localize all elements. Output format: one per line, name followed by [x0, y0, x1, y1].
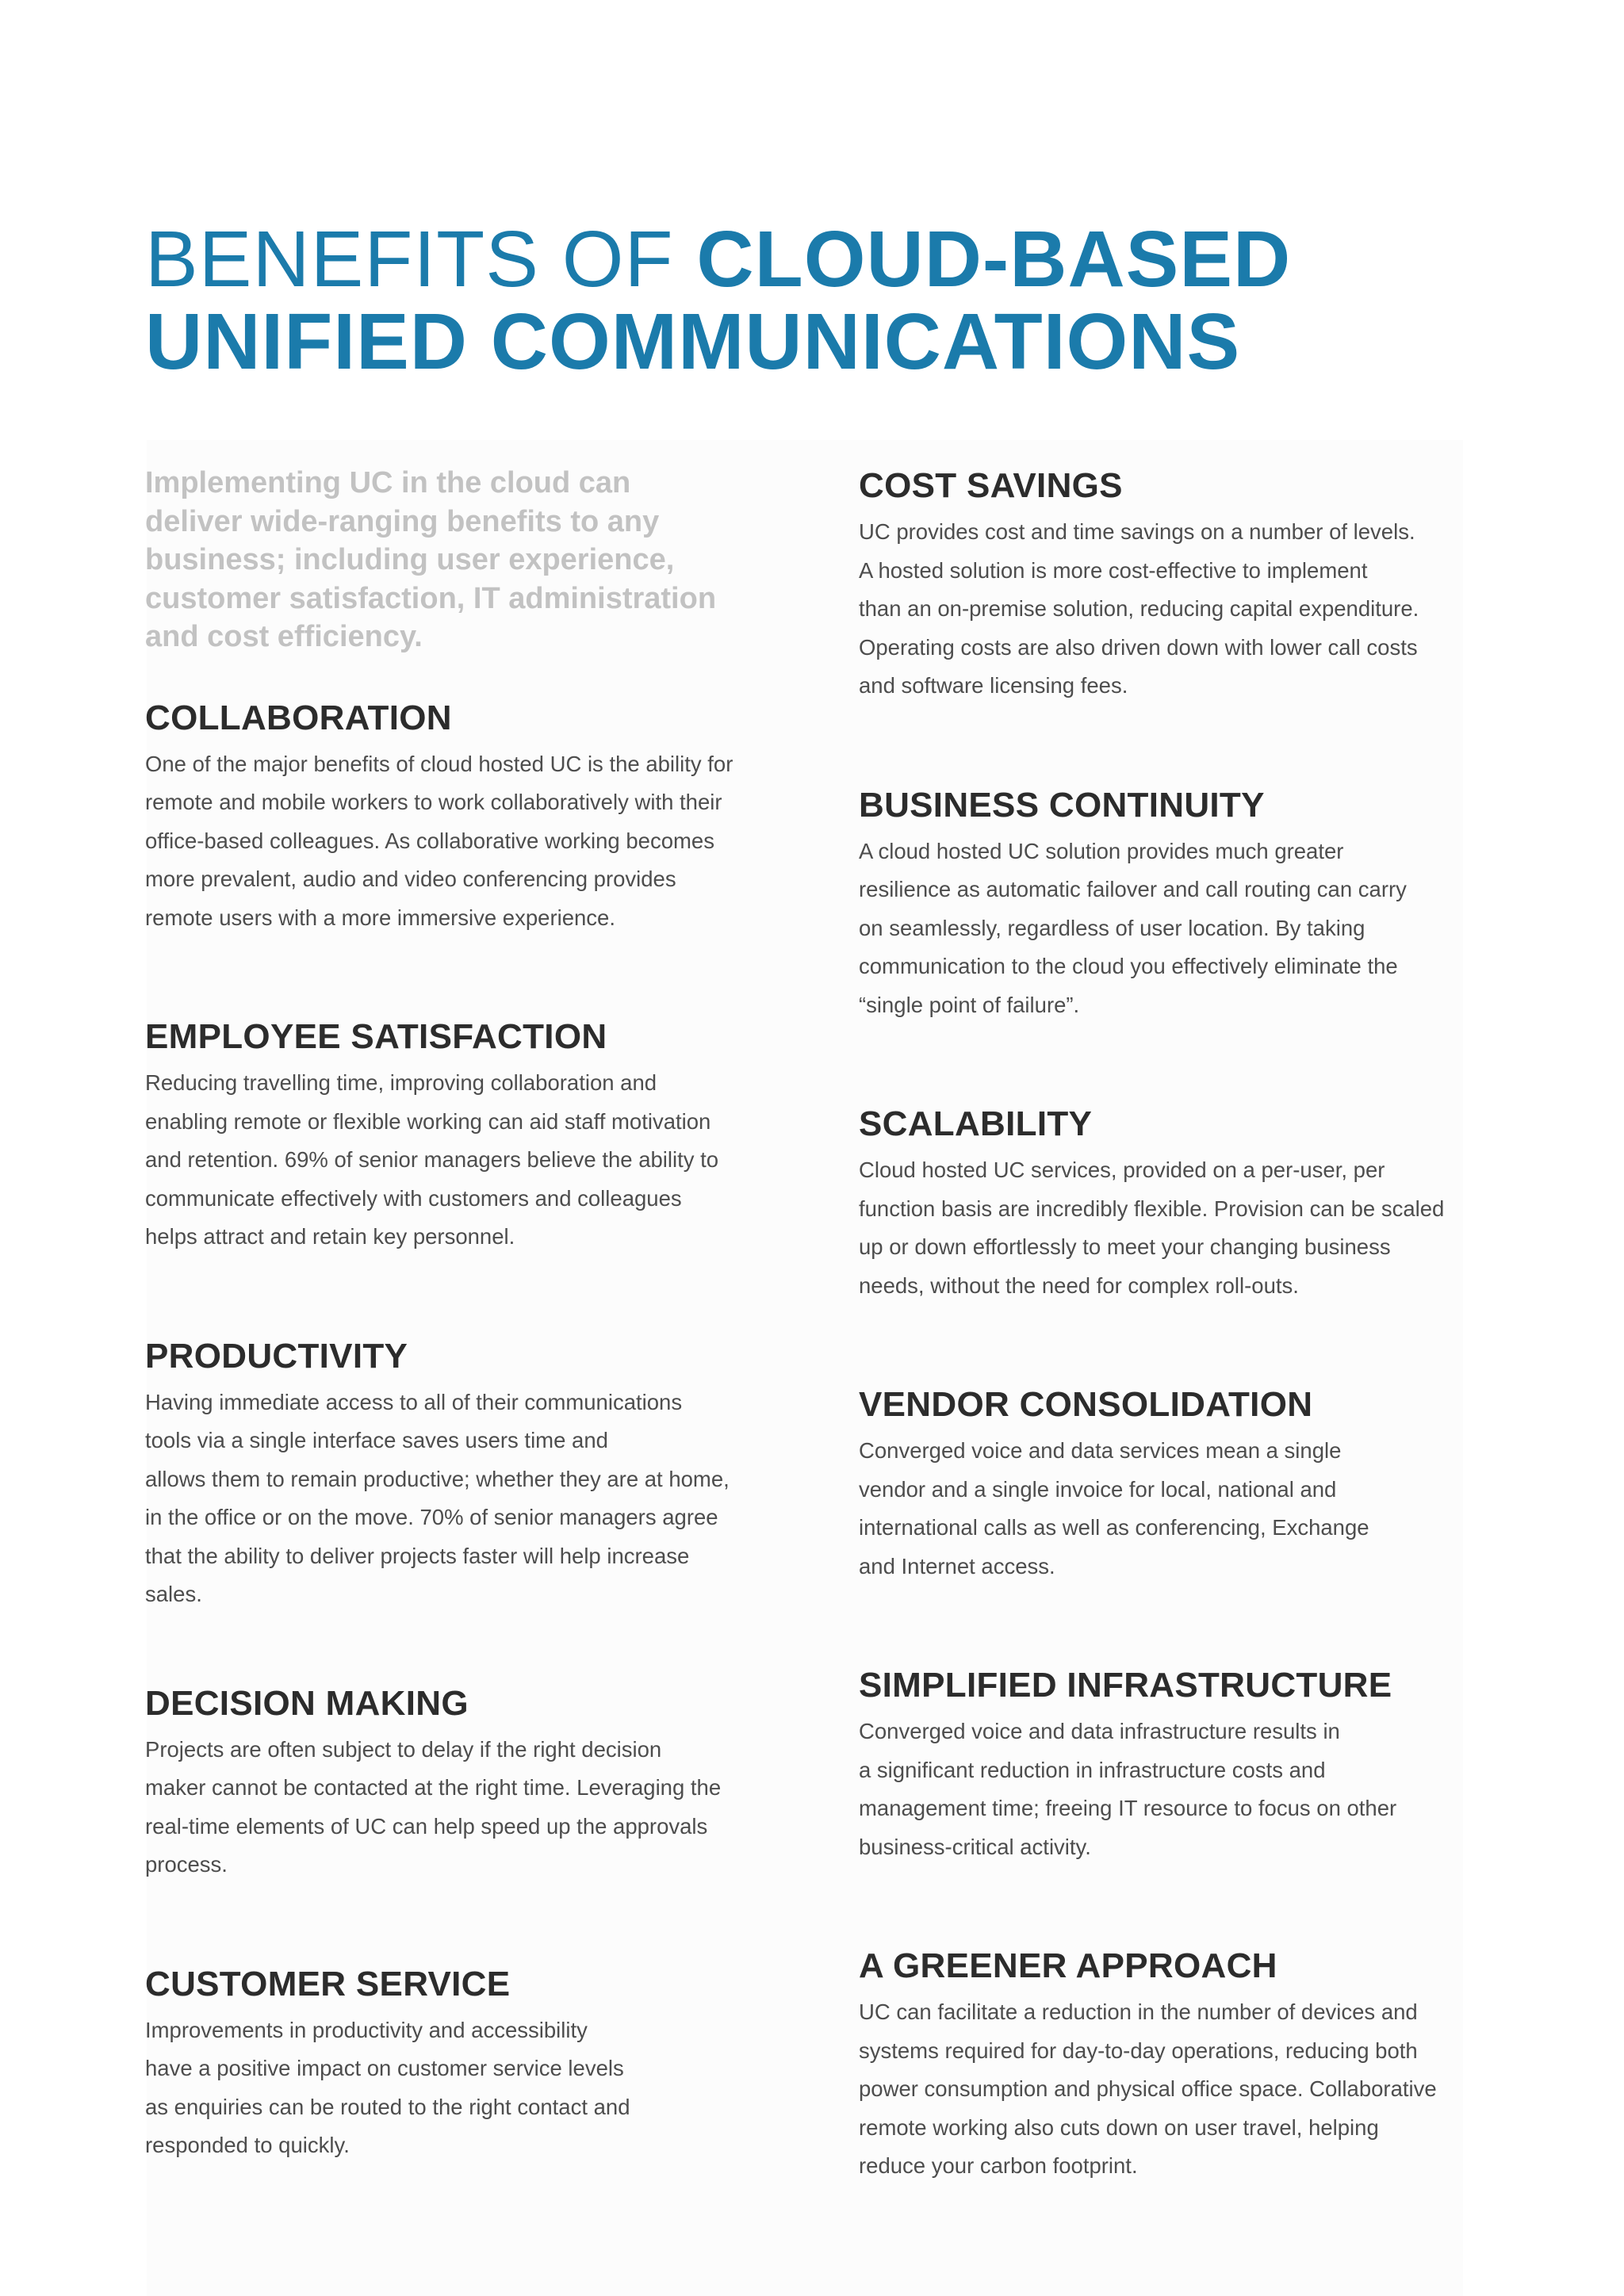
section-heading: PRODUCTIVITY [145, 1336, 408, 1376]
section-heading: EMPLOYEE SATISFACTION [145, 1017, 607, 1056]
section-greener-approach [859, 1944, 1485, 2186]
left-column [145, 464, 772, 2165]
section-heading: DECISION MAKING [145, 1683, 469, 1723]
section-heading: COLLABORATION [145, 698, 452, 737]
right-column [859, 464, 1485, 2186]
page-title [145, 215, 1493, 386]
section-decision-making [145, 1682, 772, 1885]
section-productivity [145, 1334, 772, 1614]
section-heading: A GREENER APPROACH [859, 1946, 1277, 1985]
section-body: Cloud hosted UC services, provided on a per-user, per function basis are incredibly flexible. Provision can be scaled up or down effortlessly to meet your changing business needs, without the need for complex roll-outs. [859, 1158, 1445, 1298]
section-heading: BUSINESS CONTINUITY [859, 785, 1265, 825]
section-customer-service [145, 1962, 772, 2165]
section-body: Converged voice and data services mean a single vendor and a single invoice for local, national and international calls as well as conferencing, Exchange and Internet access. [859, 1438, 1369, 1578]
section-scalability [859, 1102, 1485, 1305]
section-body: Projects are often subject to delay if the right decision maker cannot be contacted at the right time. Leveraging the real-time elements of UC can help speed up the approvals process. [145, 1736, 722, 1877]
section-body: Having immediate access to all of their communications tools via a single interface saves users time and allows them to remain productive; whether they are at home, in the office or on the move. 70% of senior managers agree that the ability to deliver projects faster will help increase sales. [145, 1389, 730, 1606]
section-simplified-infrastructure [859, 1663, 1485, 1866]
section-heading: SIMPLIFIED INFRASTRUCTURE [859, 1666, 1392, 1705]
section-body: One of the major benefits of cloud hosted UC is the ability for remote and mobile workers to work collaboratively with their office-based colleagues. As collaborative working becomes more prevalent, audio and video conferencing provides remote users with a more immersive experience. [145, 751, 733, 930]
section-body: UC can facilitate a reduction in the number of devices and systems required for day-to-day operations, reducing both power consumption and physical office space. Collaborative remote working also cuts down on user travel, helping reduce your carbon footprint. [859, 1999, 1437, 2178]
section-body: UC provides cost and time savings on a number of levels. A hosted solution is more cost-effective to implement than an on-premise solution, reducing capital expenditure. Operating costs are also driven down with lower call costs and software licensing fees. [859, 519, 1419, 698]
intro-text: Implementing UC in the cloud can deliver wide-ranging benefits to any business; including user experience, customer satisfaction, IT administration and cost efficiency. [145, 466, 717, 653]
section-cost-savings [859, 464, 1485, 706]
section-heading: CUSTOMER SERVICE [145, 1964, 511, 2003]
section-heading: COST SAVINGS [859, 466, 1123, 505]
section-body: Converged voice and data infrastructure results in a significant reduction in infrastructure costs and management time; freeing IT resource to focus on other business-critical activity. [859, 1719, 1397, 1859]
section-collaboration [145, 696, 772, 938]
section-heading: VENDOR CONSOLIDATION [859, 1385, 1313, 1424]
section-body: Improvements in productivity and accessibility have a positive impact on customer service levels as enquiries can be routed to the right contact and responded to quickly. [145, 2017, 630, 2157]
title-second-line: UNIFIED COMMUNICATIONS [145, 297, 1241, 386]
section-business-continuity [859, 783, 1485, 1025]
title-bold-part: CLOUD-BASED [696, 215, 1292, 304]
section-heading: SCALABILITY [859, 1104, 1093, 1143]
section-body: A cloud hosted UC solution provides much greater resilience as automatic failover and call routing can carry on seamlessly, regardless of user location. By taking communication to the cloud you effectively eliminate the “single point of failure”. [859, 838, 1407, 1017]
section-body: Reducing travelling time, improving collaboration and enabling remote or flexible working can aid staff motivation and retention. 69% of senior managers believe the ability to communicate effectively with customers and colleagues helps attract and retain key personnel. [145, 1070, 719, 1249]
section-employee-satisfaction [145, 1015, 772, 1257]
title-light-part: BENEFITS OF [145, 215, 697, 304]
section-vendor-consolidation [859, 1383, 1485, 1586]
